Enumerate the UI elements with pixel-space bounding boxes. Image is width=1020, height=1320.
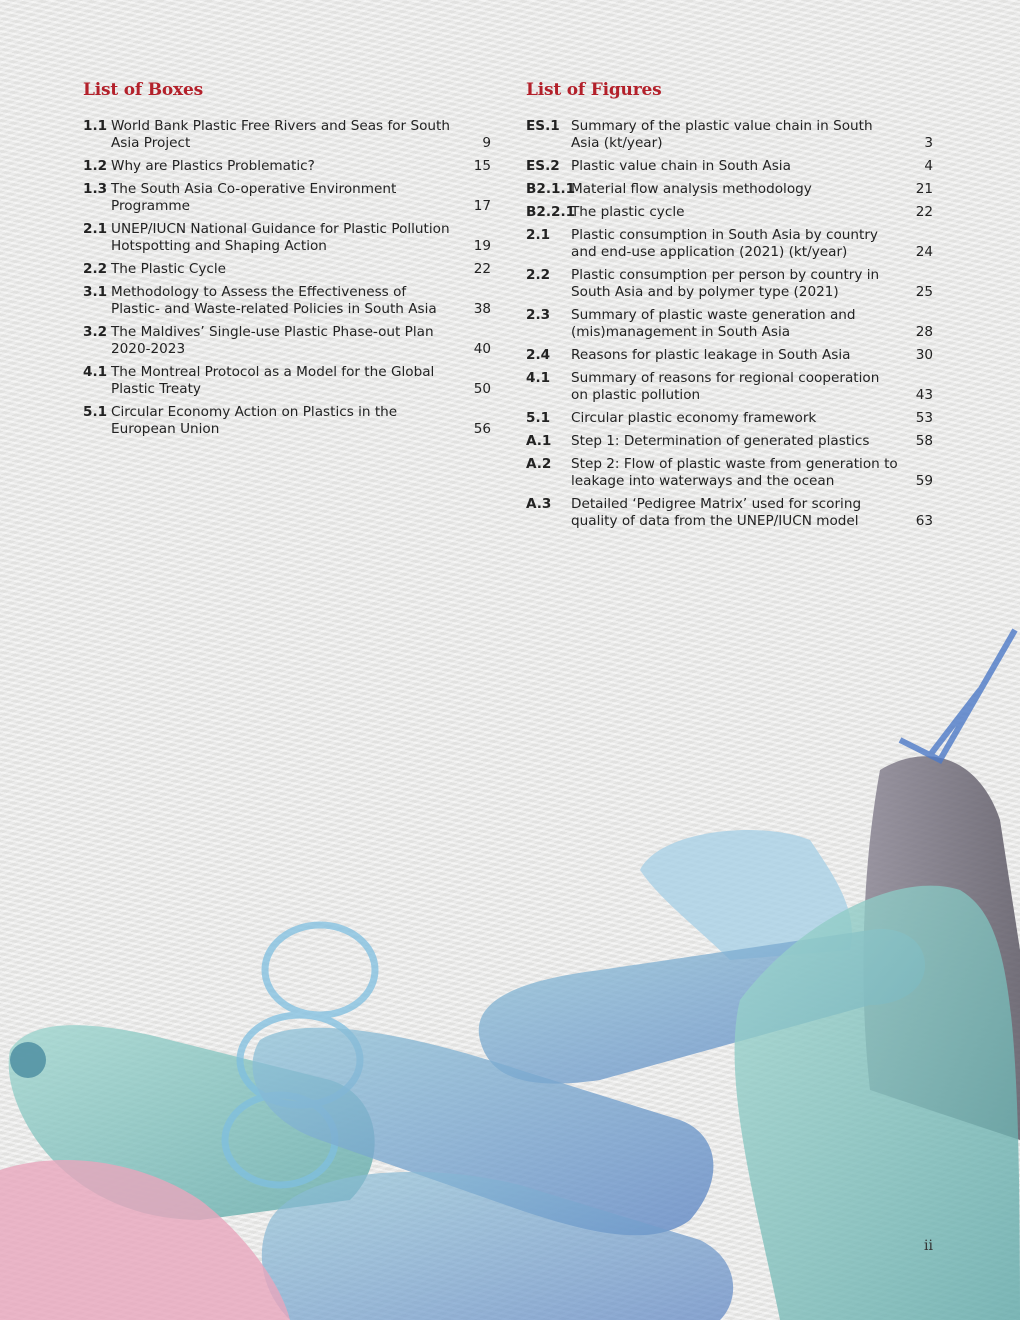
entry-number: A.1 [526,433,552,449]
entry-number: 1.1 [83,118,108,134]
entry-page: 24 [915,244,933,260]
entry-page: 21 [915,181,933,197]
toc-entry[interactable] [83,284,491,318]
toc-entry[interactable] [83,181,491,215]
toc-entry[interactable] [526,204,933,221]
entry-title: World Bank Plastic Free Rivers and Seas for South Asia Project [111,118,450,151]
toc-entry[interactable] [526,370,933,404]
entry-page: 59 [915,473,933,489]
entry-page: 3 [924,135,933,151]
entry-title: Methodology to Assess the Effectiveness of Plastic- and Waste-related Policies in South Asia [111,284,437,317]
entry-number: 3.1 [83,284,108,300]
list-of-figures-heading: List of Figures [526,80,662,100]
entry-page: 17 [473,198,491,214]
entry-title: Why are Plastics Problematic? [111,158,315,174]
entry-number: 2.1 [526,227,551,243]
entry-page: 22 [473,261,491,277]
entry-number: 1.2 [83,158,108,174]
toc-entry[interactable] [526,347,933,364]
toc-entry[interactable] [526,181,933,198]
entry-title: Summary of the plastic value chain in South Asia (kt/year) [571,118,873,151]
toc-entry[interactable] [526,307,933,341]
entry-number: 5.1 [526,410,551,426]
entry-page: 50 [473,381,491,397]
entry-page: 22 [915,204,933,220]
entry-page: 56 [473,421,491,437]
entry-number: 2.4 [526,347,551,363]
entry-title: The South Asia Co-operative Environment Programme [111,181,397,214]
entry-title: Material flow analysis methodology [571,181,812,197]
entry-page: 38 [473,301,491,317]
entry-title: Circular plastic economy framework [571,410,817,426]
toc-entry[interactable] [526,496,933,530]
entry-page: 40 [473,341,491,357]
entry-title: UNEP/IUCN National Guidance for Plastic Pollution Hotspotting and Shaping Action [111,221,450,254]
entry-number: 2.3 [526,307,551,323]
bottle-cap [10,1042,46,1078]
entry-number: 3.2 [83,324,108,340]
entry-title: Plastic consumption per person by country in South Asia and by polymer type (2021) [571,267,880,300]
entry-number: 2.2 [83,261,108,277]
entry-number: B2.1.1 [526,181,576,197]
plastic-waste-illustration [0,620,1020,1320]
list-of-figures [526,80,933,536]
entry-title: Summary of plastic waste generation and (mis)management in South Asia [571,307,856,340]
toc-entry[interactable] [526,267,933,301]
entry-number: 1.3 [83,181,108,197]
entry-title: The Maldives’ Single-use Plastic Phase-out Plan 2020-2023 [111,324,434,357]
entry-page: 53 [915,410,933,426]
toc-entry[interactable] [526,456,933,490]
entry-number: ES.1 [526,118,560,134]
entry-number: ES.2 [526,158,560,174]
entry-title: Reasons for plastic leakage in South Asia [571,347,851,363]
entry-page: 28 [915,324,933,340]
toc-entry[interactable] [526,410,933,427]
toc-entry[interactable] [83,364,491,398]
list-of-boxes-heading: List of Boxes [83,80,203,100]
entry-title: Summary of reasons for regional cooperation on plastic pollution [571,370,880,403]
entry-page: 63 [915,513,933,529]
entry-page: 9 [482,135,491,151]
entry-number: 2.2 [526,267,551,283]
entry-page: 43 [915,387,933,403]
toc-entry[interactable] [526,433,933,450]
toc-entry[interactable] [526,118,933,152]
entry-number: 2.1 [83,221,108,237]
entry-title: The plastic cycle [571,204,685,220]
toc-entry[interactable] [83,324,491,358]
entry-page: 19 [473,238,491,254]
entry-title: Detailed ‘Pedigree Matrix’ used for scoring quality of data from the UNEP/IUCN model [571,496,862,529]
entry-title: Plastic consumption in South Asia by country and end-use application (2021) (kt/year) [571,227,878,260]
list-of-boxes [83,80,491,444]
toc-entry[interactable] [83,158,491,175]
entry-number: B2.2.1 [526,204,576,220]
entry-page: 4 [924,158,933,174]
entry-title: Step 1: Determination of generated plastics [571,433,870,449]
entry-page: 30 [915,347,933,363]
entry-title: Circular Economy Action on Plastics in the European Union [111,404,398,437]
entry-title: The Montreal Protocol as a Model for the Global Plastic Treaty [111,364,435,397]
entry-number: 4.1 [526,370,551,386]
entry-title: Plastic value chain in South Asia [571,158,791,174]
blue-tie [900,630,1015,760]
entry-number: 4.1 [83,364,108,380]
entry-page: 25 [915,284,933,300]
toc-entry[interactable] [83,404,491,438]
toc-entry[interactable] [526,158,933,175]
page-number: ii [924,1238,933,1254]
entry-title: The Plastic Cycle [111,261,227,277]
toc-entry[interactable] [83,221,491,255]
toc-entry[interactable] [83,261,491,278]
toc-entry[interactable] [83,118,491,152]
entry-number: 5.1 [83,404,108,420]
boxes-entries [83,118,491,438]
toc-entry[interactable] [526,227,933,261]
entry-page: 15 [473,158,491,174]
figures-entries [526,118,933,530]
entry-number: A.2 [526,456,552,472]
entry-title: Step 2: Flow of plastic waste from generation to leakage into waterways and the ocean [571,456,898,489]
entry-page: 58 [915,433,933,449]
entry-number: A.3 [526,496,552,512]
